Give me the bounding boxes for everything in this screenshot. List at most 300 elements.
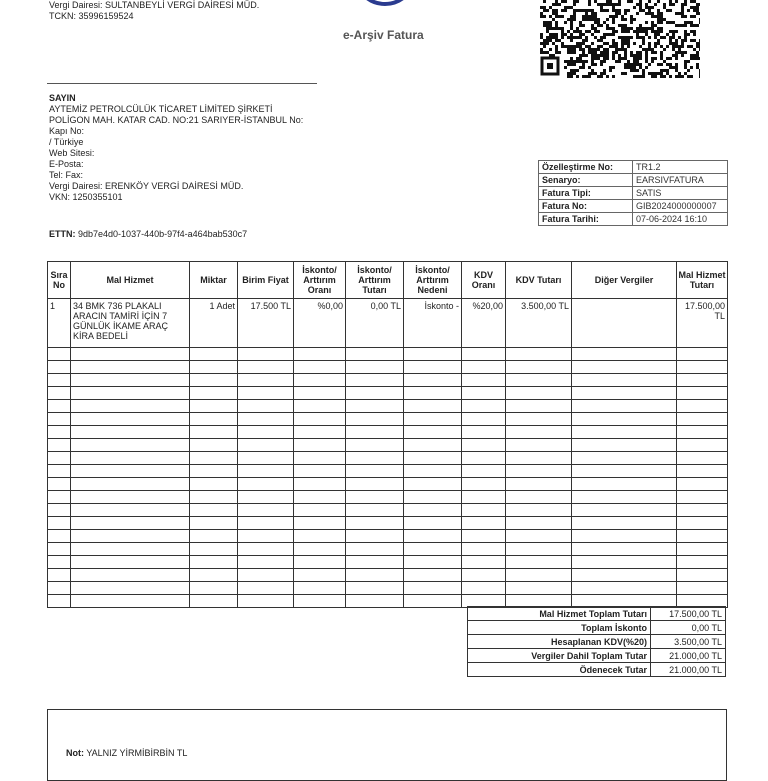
empty-cell [404, 413, 462, 426]
empty-cell [462, 361, 506, 374]
col-header-birim-fiyat: Birim Fiyat [238, 262, 294, 299]
empty-row [48, 413, 728, 426]
empty-row [48, 556, 728, 569]
empty-cell [677, 530, 728, 543]
empty-cell [404, 491, 462, 504]
empty-cell [572, 517, 677, 530]
empty-cell [346, 556, 404, 569]
empty-cell [404, 556, 462, 569]
empty-cell [294, 361, 346, 374]
empty-cell [677, 400, 728, 413]
empty-cell [677, 569, 728, 582]
empty-cell [677, 374, 728, 387]
empty-cell [404, 543, 462, 556]
empty-cell [294, 595, 346, 608]
empty-cell [506, 543, 572, 556]
empty-cell [572, 569, 677, 582]
empty-cell [238, 569, 294, 582]
empty-cell [462, 374, 506, 387]
empty-cell [572, 387, 677, 400]
cell-iskonto-orani: %0,00 [294, 299, 346, 348]
empty-cell [71, 595, 190, 608]
empty-cell [506, 582, 572, 595]
empty-cell [238, 595, 294, 608]
empty-cell [462, 556, 506, 569]
empty-cell [677, 387, 728, 400]
buyer-line: Web Sitesi: [49, 148, 95, 158]
empty-cell [190, 439, 238, 452]
empty-cell [48, 517, 71, 530]
empty-cell [506, 452, 572, 465]
empty-cell [462, 439, 506, 452]
empty-row [48, 543, 728, 556]
col-header-kdv-orani: KDV Oranı [462, 262, 506, 299]
cell-iskonto-tutari: 0,00 TL [346, 299, 404, 348]
empty-cell [71, 387, 190, 400]
line-items-table [47, 261, 728, 608]
empty-cell [190, 426, 238, 439]
totals-label: Mal Hizmet Toplam Tutarı [468, 607, 651, 621]
empty-cell [71, 426, 190, 439]
empty-cell [48, 465, 71, 478]
empty-row [48, 504, 728, 517]
empty-cell [190, 361, 238, 374]
buyer-line: Kapı No: [49, 126, 85, 136]
col-header-mal-hizmet: Mal Hizmet [71, 262, 190, 299]
buyer-block [49, 93, 303, 203]
empty-cell [346, 595, 404, 608]
empty-cell [48, 556, 71, 569]
empty-cell [346, 413, 404, 426]
empty-cell [462, 491, 506, 504]
empty-cell [404, 361, 462, 374]
empty-cell [677, 478, 728, 491]
empty-cell [677, 348, 728, 361]
empty-cell [238, 400, 294, 413]
empty-cell [462, 452, 506, 465]
empty-cell [238, 426, 294, 439]
empty-cell [294, 543, 346, 556]
empty-cell [462, 543, 506, 556]
col-header-tutar: Mal Hizmet Tutarı [677, 262, 728, 299]
empty-cell [572, 556, 677, 569]
empty-cell [190, 400, 238, 413]
table-header-row [48, 262, 728, 299]
empty-cell [294, 413, 346, 426]
empty-cell [71, 569, 190, 582]
empty-cell [294, 569, 346, 582]
empty-row [48, 348, 728, 361]
empty-cell [294, 400, 346, 413]
empty-cell [238, 517, 294, 530]
empty-cell [294, 530, 346, 543]
empty-cell [404, 452, 462, 465]
empty-cell [506, 530, 572, 543]
empty-cell [677, 504, 728, 517]
empty-cell [48, 439, 71, 452]
empty-cell [572, 582, 677, 595]
empty-cell [238, 504, 294, 517]
meta-key: Fatura No: [539, 200, 633, 213]
totals-label: Ödenecek Tutar [468, 663, 651, 677]
empty-cell [506, 504, 572, 517]
cell-mal-hizmet: 34 BMK 736 PLAKALI ARACIN TAMİRİ İÇİN 7 GÜNLÜK İKAME ARAÇ KİRA BEDELİ [71, 299, 190, 348]
empty-cell [404, 426, 462, 439]
meta-value: 07-06-2024 16:10 [633, 213, 728, 226]
empty-cell [572, 426, 677, 439]
empty-cell [677, 361, 728, 374]
empty-cell [71, 504, 190, 517]
invoice-meta-table [538, 160, 728, 226]
meta-value: GIB2024000000007 [633, 200, 728, 213]
empty-cell [506, 478, 572, 491]
empty-cell [404, 439, 462, 452]
empty-cell [572, 491, 677, 504]
empty-cell [238, 374, 294, 387]
empty-cell [48, 530, 71, 543]
empty-row [48, 361, 728, 374]
empty-cell [677, 452, 728, 465]
empty-cell [238, 556, 294, 569]
empty-cell [346, 400, 404, 413]
empty-cell [572, 348, 677, 361]
empty-cell [462, 530, 506, 543]
empty-cell [48, 374, 71, 387]
empty-cell [48, 543, 71, 556]
empty-cell [190, 374, 238, 387]
empty-cell [190, 530, 238, 543]
empty-cell [71, 582, 190, 595]
totals-value: 17.500,00 TL [651, 607, 726, 621]
seller-block [49, 0, 259, 22]
empty-cell [71, 348, 190, 361]
note-label: Not: [66, 748, 84, 758]
cell-iskonto-nedeni: İskonto - [404, 299, 462, 348]
empty-cell [238, 413, 294, 426]
empty-cell [48, 426, 71, 439]
empty-cell [677, 413, 728, 426]
empty-cell [404, 374, 462, 387]
empty-cell [506, 569, 572, 582]
empty-cell [48, 387, 71, 400]
empty-cell [294, 582, 346, 595]
invoice-title: e-Arşiv Fatura [343, 28, 424, 42]
empty-cell [572, 361, 677, 374]
empty-cell [506, 491, 572, 504]
cell-birim-fiyat: 17.500 TL [238, 299, 294, 348]
empty-cell [346, 543, 404, 556]
totals-table [467, 606, 726, 677]
empty-cell [346, 530, 404, 543]
empty-cell [294, 504, 346, 517]
empty-cell [404, 348, 462, 361]
cell-diger-vergiler [572, 299, 677, 348]
empty-cell [572, 530, 677, 543]
empty-cell [506, 374, 572, 387]
empty-cell [190, 595, 238, 608]
empty-row [48, 569, 728, 582]
col-header-iskonto-tutari: İskonto/ Arttırım Tutarı [346, 262, 404, 299]
buyer-line: / Türkiye [49, 137, 84, 147]
meta-value: SATIS [633, 187, 728, 200]
empty-cell [48, 348, 71, 361]
empty-cell [346, 504, 404, 517]
empty-row [48, 530, 728, 543]
empty-cell [294, 452, 346, 465]
empty-cell [506, 517, 572, 530]
empty-cell [71, 478, 190, 491]
qr-code-icon [540, 0, 700, 78]
empty-cell [404, 582, 462, 595]
empty-cell [462, 348, 506, 361]
empty-row [48, 374, 728, 387]
empty-cell [294, 556, 346, 569]
empty-cell [404, 569, 462, 582]
empty-cell [677, 465, 728, 478]
empty-cell [238, 465, 294, 478]
empty-cell [572, 543, 677, 556]
empty-cell [294, 517, 346, 530]
empty-cell [294, 491, 346, 504]
empty-cell [346, 465, 404, 478]
meta-key: Fatura Tipi: [539, 187, 633, 200]
empty-cell [572, 439, 677, 452]
empty-cell [190, 517, 238, 530]
empty-cell [190, 491, 238, 504]
totals-value: 0,00 TL [651, 621, 726, 635]
empty-cell [71, 543, 190, 556]
empty-cell [462, 426, 506, 439]
empty-cell [404, 530, 462, 543]
empty-cell [462, 517, 506, 530]
empty-cell [48, 582, 71, 595]
cell-sira: 1 [48, 299, 71, 348]
empty-cell [71, 491, 190, 504]
empty-cell [190, 348, 238, 361]
buyer-line: Vergi Dairesi: ERENKÖY VERGİ DAİRESİ MÜD. [49, 181, 244, 191]
empty-cell [48, 504, 71, 517]
empty-cell [346, 348, 404, 361]
empty-cell [190, 478, 238, 491]
empty-cell [506, 413, 572, 426]
empty-cell [404, 400, 462, 413]
empty-cell [677, 543, 728, 556]
empty-cell [677, 582, 728, 595]
empty-row [48, 478, 728, 491]
empty-cell [294, 426, 346, 439]
note-box [47, 709, 727, 781]
seller-tckn: TCKN: 35996159524 [49, 11, 134, 21]
meta-value: EARSIVFATURA [633, 174, 728, 187]
empty-cell [346, 374, 404, 387]
empty-cell [346, 569, 404, 582]
empty-row [48, 452, 728, 465]
note-text: YALNIZ YİRMİBİRBİN TL [86, 748, 188, 758]
buyer-label: SAYIN [49, 93, 76, 103]
empty-cell [462, 504, 506, 517]
empty-row [48, 582, 728, 595]
empty-cell [506, 387, 572, 400]
empty-cell [677, 491, 728, 504]
empty-cell [462, 569, 506, 582]
empty-cell [404, 504, 462, 517]
empty-cell [294, 374, 346, 387]
empty-cell [190, 465, 238, 478]
empty-cell [48, 361, 71, 374]
empty-cell [572, 452, 677, 465]
buyer-line: POLİGON MAH. KATAR CAD. NO:21 SARIYER-İSTANBUL No: [49, 115, 304, 125]
empty-cell [238, 478, 294, 491]
gib-logo-icon [340, 0, 430, 18]
empty-cell [48, 413, 71, 426]
col-header-iskonto-orani: İskonto/ Arttırım Oranı [294, 262, 346, 299]
empty-cell [71, 530, 190, 543]
empty-cell [294, 478, 346, 491]
col-header-diger-vergiler: Diğer Vergiler [572, 262, 677, 299]
buyer-line: E-Posta: [49, 159, 84, 169]
empty-cell [238, 491, 294, 504]
empty-cell [238, 348, 294, 361]
empty-cell [506, 556, 572, 569]
empty-cell [48, 595, 71, 608]
empty-cell [238, 543, 294, 556]
totals-value: 21.000,00 TL [651, 663, 726, 677]
empty-cell [48, 569, 71, 582]
empty-cell [346, 517, 404, 530]
totals-value: 21.000,00 TL [651, 649, 726, 663]
empty-cell [462, 465, 506, 478]
empty-cell [506, 361, 572, 374]
meta-row [539, 213, 728, 226]
empty-cell [506, 426, 572, 439]
cell-kdv-orani: %20,00 [462, 299, 506, 348]
empty-cell [677, 556, 728, 569]
empty-cell [238, 387, 294, 400]
totals-row [468, 635, 726, 649]
empty-row [48, 439, 728, 452]
empty-cell [404, 465, 462, 478]
empty-cell [238, 439, 294, 452]
empty-cell [346, 491, 404, 504]
empty-cell [572, 504, 677, 517]
empty-cell [346, 478, 404, 491]
empty-cell [238, 452, 294, 465]
totals-value: 3.500,00 TL [651, 635, 726, 649]
empty-cell [190, 452, 238, 465]
col-header-miktar: Miktar [190, 262, 238, 299]
empty-cell [71, 400, 190, 413]
empty-cell [71, 556, 190, 569]
ettn-label: ETTN: [49, 229, 76, 239]
empty-cell [572, 400, 677, 413]
table-row [48, 299, 728, 348]
cell-tutar: 17.500,00 TL [677, 299, 728, 348]
cell-kdv-tutari: 3.500,00 TL [506, 299, 572, 348]
ettn-value: 9db7e4d0-1037-440b-97f4-a464bab530c7 [78, 229, 248, 239]
empty-cell [346, 439, 404, 452]
empty-cell [404, 387, 462, 400]
empty-cell [190, 556, 238, 569]
meta-row [539, 174, 728, 187]
empty-cell [677, 426, 728, 439]
empty-cell [677, 517, 728, 530]
totals-row [468, 663, 726, 677]
empty-cell [190, 582, 238, 595]
divider [47, 83, 317, 84]
empty-row [48, 400, 728, 413]
totals-row [468, 649, 726, 663]
empty-row [48, 465, 728, 478]
meta-row [539, 161, 728, 174]
empty-cell [404, 478, 462, 491]
empty-cell [506, 465, 572, 478]
empty-cell [48, 400, 71, 413]
empty-cell [462, 400, 506, 413]
empty-cell [294, 348, 346, 361]
empty-cell [462, 413, 506, 426]
meta-key: Senaryo: [539, 174, 633, 187]
empty-cell [506, 348, 572, 361]
empty-cell [404, 595, 462, 608]
empty-cell [190, 543, 238, 556]
ettn [49, 229, 247, 240]
seller-tax-office: Vergi Dairesi: SULTANBEYLİ VERGİ DAİRESİ MÜD. [49, 0, 260, 10]
buyer-line: Tel: Fax: [49, 170, 84, 180]
empty-cell [71, 465, 190, 478]
empty-cell [677, 439, 728, 452]
empty-cell [506, 400, 572, 413]
empty-cell [462, 582, 506, 595]
empty-cell [48, 491, 71, 504]
note [66, 748, 187, 758]
empty-cell [346, 387, 404, 400]
empty-cell [238, 361, 294, 374]
empty-cell [71, 361, 190, 374]
empty-cell [190, 413, 238, 426]
empty-cell [48, 452, 71, 465]
empty-cell [572, 374, 677, 387]
empty-cell [572, 413, 677, 426]
totals-label: Vergiler Dahil Toplam Tutar [468, 649, 651, 663]
empty-cell [346, 582, 404, 595]
totals-label: Hesaplanan KDV(%20) [468, 635, 651, 649]
meta-row [539, 200, 728, 213]
empty-cell [190, 387, 238, 400]
empty-cell [346, 361, 404, 374]
totals-row [468, 607, 726, 621]
empty-cell [238, 582, 294, 595]
empty-row [48, 517, 728, 530]
empty-cell [190, 504, 238, 517]
empty-cell [294, 465, 346, 478]
cell-miktar: 1 Adet [190, 299, 238, 348]
empty-cell [346, 426, 404, 439]
empty-cell [71, 452, 190, 465]
meta-key: Fatura Tarihi: [539, 213, 633, 226]
empty-row [48, 387, 728, 400]
empty-cell [462, 387, 506, 400]
empty-cell [71, 517, 190, 530]
meta-key: Özelleştirme No: [539, 161, 633, 174]
empty-cell [238, 530, 294, 543]
empty-cell [48, 478, 71, 491]
empty-cell [190, 569, 238, 582]
empty-row [48, 426, 728, 439]
empty-cell [346, 452, 404, 465]
empty-cell [462, 478, 506, 491]
empty-cell [572, 465, 677, 478]
empty-cell [294, 439, 346, 452]
